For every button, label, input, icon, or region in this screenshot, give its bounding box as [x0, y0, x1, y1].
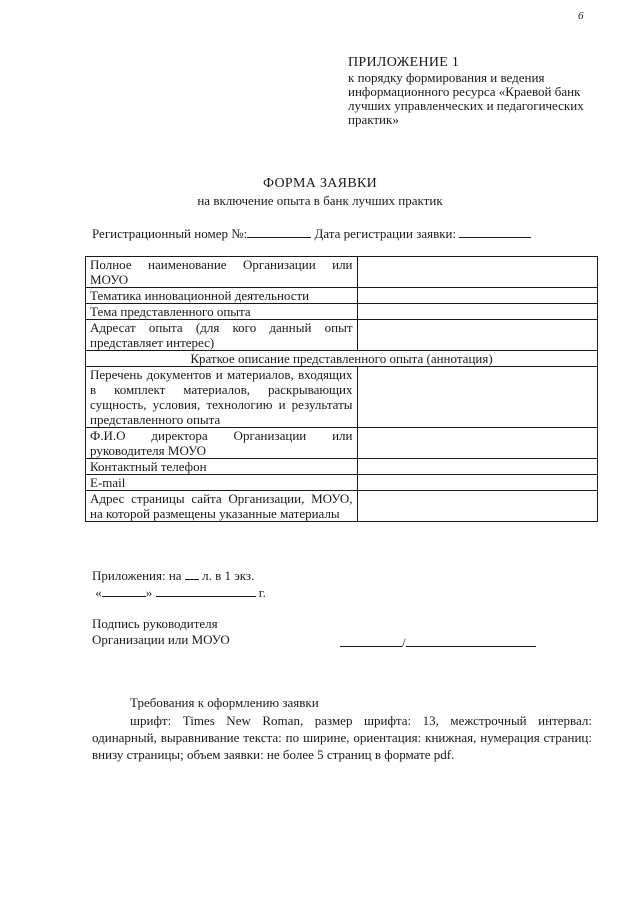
row-label: Ф.И.О директора Организации или руководителя МОУО [86, 428, 358, 459]
table-row [86, 459, 598, 475]
signature-line2: Организации или МОУО [92, 632, 230, 647]
registration-line [92, 225, 531, 242]
form-title: ФОРМА ЗАЯВКИ [262, 176, 378, 191]
row-label: E-mail [86, 475, 358, 491]
row-value [357, 491, 597, 522]
day-blank [102, 584, 146, 597]
table-row [86, 367, 598, 428]
table-row-full [86, 351, 598, 367]
pages-blank [185, 567, 199, 580]
appendix-block [348, 56, 588, 127]
registration-date-label: Дата регистрации заявки: [314, 226, 457, 241]
open-quote: « [95, 585, 102, 600]
close-quote: » [145, 585, 153, 600]
signature-blank [340, 634, 402, 647]
row-label: Тема представленного опыта [86, 304, 358, 320]
signature-line1: Подпись руководителя [92, 616, 218, 631]
registration-number-label: Регистрационный номер №: [92, 226, 248, 241]
table-row [86, 428, 598, 459]
attachments-prefix: Приложения: на [92, 568, 182, 583]
annotation-header: Краткое описание представленного опыта (аннотация) [86, 351, 598, 367]
appendix-title: ПРИЛОЖЕНИЕ 1 [348, 55, 460, 70]
row-value [357, 288, 597, 304]
appendix-text: к порядку формирования и ведения информационного ресурса «Краевой банк лучших управленческих и педагогических практик» [348, 70, 584, 127]
signature-blanks [340, 634, 536, 651]
attachments-block [92, 567, 266, 601]
application-table [85, 256, 598, 522]
name-blank [406, 634, 536, 647]
registration-date-blank [459, 225, 531, 238]
row-value [357, 320, 597, 351]
row-label: Перечень документов и материалов, входящих в комплект материалов, раскрывающих сущность, условия, технологию и результаты представленного опыта [86, 367, 358, 428]
row-value [357, 257, 597, 288]
row-value [357, 428, 597, 459]
requirements-body: шрифт: Times New Roman, размер шрифта: 13, межстрочный интервал: одинарный, выравнивание текста: по ширине, ориентация: книжная, нумерация страниц: внизу страницы; объем заявки: не более 5 страниц в формате pdf. [92, 713, 592, 762]
row-label: Адресат опыта (для кого данный опыт представляет интерес) [86, 320, 358, 351]
requirements-title: Требования к оформлению заявки [130, 695, 319, 710]
date-line [92, 584, 266, 601]
signature-separator: / [402, 635, 406, 650]
row-label: Адрес страницы сайта Организации, МОУО, на которой размещены указанные материалы [86, 491, 358, 522]
form-subtitle: на включение опыта в банк лучших практик [197, 193, 443, 208]
table-row [86, 257, 598, 288]
table-row [86, 288, 598, 304]
signature-block [92, 616, 230, 648]
row-label: Тематика инновационной деятельности [86, 288, 358, 304]
row-value [357, 459, 597, 475]
row-label: Контактный телефон [86, 459, 358, 475]
row-value [357, 304, 597, 320]
month-year-blank [156, 584, 256, 597]
table-row [86, 304, 598, 320]
row-label: Полное наименование Организации или МОУО [86, 257, 358, 288]
table-row [86, 491, 598, 522]
table-row [86, 320, 598, 351]
row-value [357, 475, 597, 491]
table-row [86, 475, 598, 491]
page-number: 6 [578, 10, 584, 22]
row-value [357, 367, 597, 428]
attachments-suffix: л. в 1 экз. [202, 568, 255, 583]
attachments-line [92, 567, 266, 584]
registration-number-blank [247, 225, 311, 238]
year-suffix: г. [258, 585, 266, 600]
